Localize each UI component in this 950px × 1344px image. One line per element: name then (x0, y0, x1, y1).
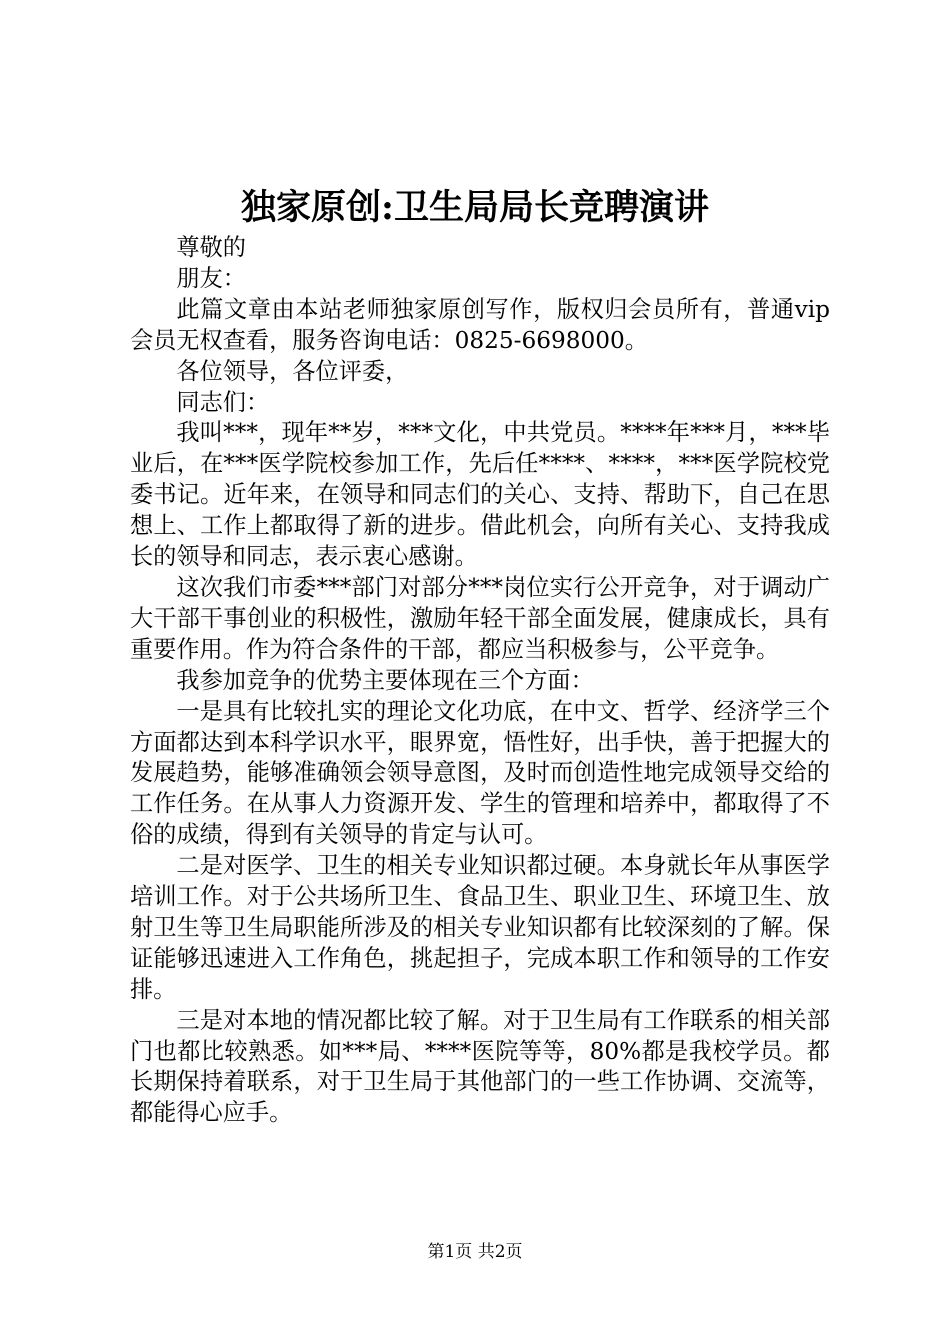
document-title: 独家原创:卫生局局长竞聘演讲 (241, 187, 709, 228)
document-body (130, 233, 830, 1129)
paragraph: 各位领导，各位评委， (176, 357, 409, 385)
paragraph: 三是对本地的情况都比较了解。对于卫生局有工作联系的相关部门也都比较熟悉。如***局、****医院等等，80%都是我校学员。都长期保持着联系，对于卫生局于其他部门的一些工作协调、交流等，都能得心应手。 (130, 1006, 830, 1127)
paragraph: 这次我们市委***部门对部分***岗位实行公开竞争，对于调动广大干部干事创业的积极性，激励年轻干部全面发展，健康成长，具有重要作用。作为符合条件的干部，都应当积极参与，公平竞争。 (130, 573, 830, 663)
paragraph: 一是具有比较扎实的理论文化功底，在中文、哲学、经济学三个方面都达到本科学识水平，眼界宽，悟性好，出手快，善于把握大的发展趋势，能够准确领会领导意图，及时而创造性地完成领导交给的工作任务。在从事人力资源开发、学生的管理和培养中，都取得了不俗的成绩，得到有关领导的肯定与认可。 (130, 697, 830, 849)
page-number-footer: 第1页 共2页 (427, 1242, 523, 1262)
paragraph: 二是对医学、卫生的相关专业知识都过硬。本身就长年从事医学培训工作。对于公共场所卫生、食品卫生、职业卫生、环境卫生、放射卫生等卫生局职能所涉及的相关专业知识都有比较深刻的了解。保证能够迅速进入工作角色，挑起担子，完成本职工作和领导的工作安排。 (130, 852, 830, 1003)
paragraph: 尊敬的 (176, 234, 246, 261)
paragraph: 同志们： (176, 388, 270, 416)
paragraph: 我叫***，现年**岁，***文化，中共党员。****年***月，***毕业后，在***医学院校参加工作，先后任****、****，***医学院校党委书记。近年来，在领导和同志们的关心、支持、帮助下，自己在思想上、工作上都取得了新的进步。借此机会，向所有关心、支持我成长的领导和同志，表示衷心感谢。 (130, 419, 830, 571)
paragraph: 此篇文章由本站老师独家原创写作，版权归会员所有，普通vip会员无权查看，服务咨询电话：0825-6698000。 (130, 295, 830, 354)
paragraph: 朋友： (176, 264, 246, 292)
paragraph: 我参加竞争的优势主要体现在三个方面： (176, 666, 594, 694)
